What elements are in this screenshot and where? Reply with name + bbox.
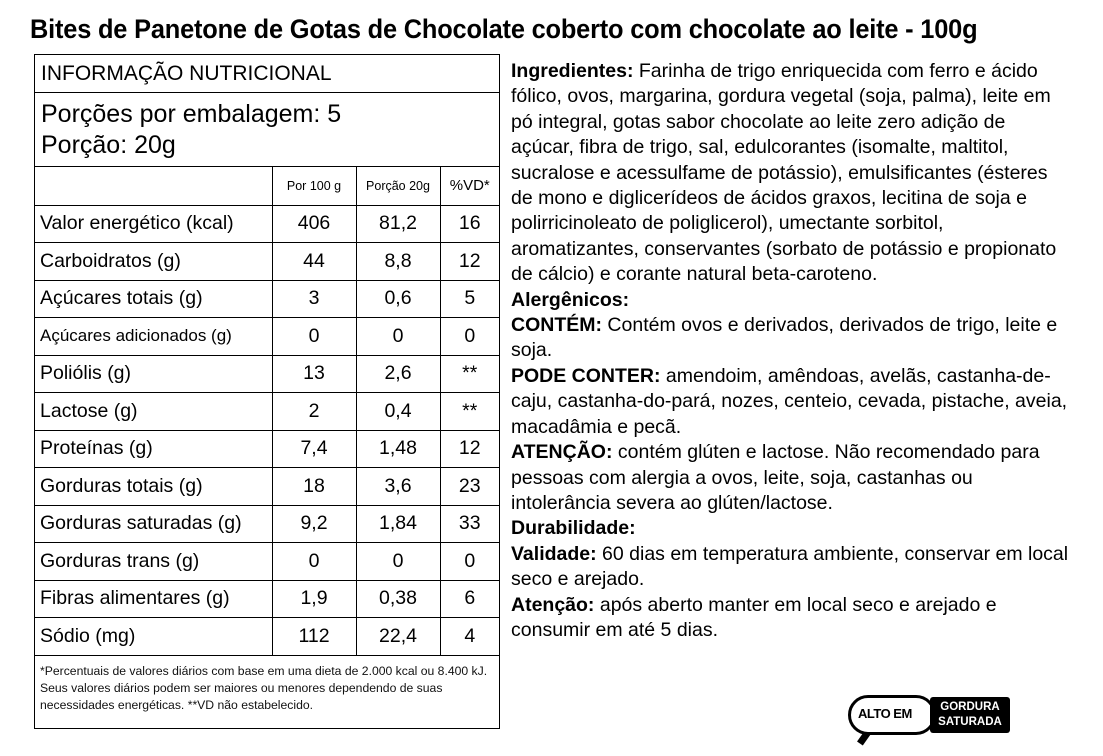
portions-block [35,93,499,167]
column-header-blank [35,167,272,205]
value-portion: 8,8 [356,243,440,281]
attention-paragraph [511,440,1071,516]
nutrient-row [35,580,499,618]
value-vd: ** [440,355,499,393]
may-contain-paragraph [511,364,1071,440]
seal-line-2: SATURADA [938,716,1002,728]
value-per100: 2 [272,393,356,431]
nutrition-grid [35,167,499,656]
value-vd: 5 [440,280,499,318]
ingredients-panel [511,59,1071,643]
nutrient-row [35,505,499,543]
nutrient-row [35,243,499,281]
high-saturated-fat-seal [848,695,1014,737]
value-per100: 112 [272,618,356,656]
nutrient-label: Proteínas (g) [35,430,272,468]
allergens-heading [511,288,1071,313]
seal-badge [930,697,1010,733]
nutrient-label: Gorduras totais (g) [35,468,272,506]
value-per100: 18 [272,468,356,506]
portions-per-package: Porções por embalagem: 5 [41,100,342,128]
value-portion: 3,6 [356,468,440,506]
value-per100: 7,4 [272,430,356,468]
value-portion: 1,48 [356,430,440,468]
column-header-vd: %VD* [440,167,499,205]
value-vd: 23 [440,468,499,506]
portion-size: Porção: 20g [41,131,176,159]
validity-text: 60 dias em temperatura ambiente, conservar em local seco e arejado. [511,542,1069,591]
allergens-label: Alergênicos: [511,288,630,311]
column-header-row [35,167,499,205]
value-portion: 1,84 [356,505,440,543]
value-portion: 81,2 [356,205,440,243]
attention-text: contém glúten e lactose. Não recomendado para pessoas com alergia a ovos, leite, soja, castanhas ou intolerância severa ao glúten/lactose. [511,441,1040,514]
may-contain-label: PODE CONTER: [511,364,661,387]
ingredients-paragraph [511,59,1071,288]
nutrient-label: Gorduras saturadas (g) [35,505,272,543]
durability-label: Durabilidade: [511,517,636,540]
value-vd: 12 [440,243,499,281]
value-vd: 16 [440,205,499,243]
column-header-per100: Por 100 g [272,167,356,205]
value-vd: 6 [440,580,499,618]
nutrition-facts-table [34,54,500,729]
value-vd: 4 [440,618,499,656]
value-per100: 406 [272,205,356,243]
ingredients-text: Farinha de trigo enriquecida com ferro e ácido fólico, ovos, margarina, gordura vegetal (soja, palma), leite em pó integral, gotas sabor chocolate ao leite zero adição de açúcar, fibra de trigo, sal, edulcorantes (isomalte, maltitol, sucralose e acessulfame de potássio), emulsificantes (ésteres de mono e diglicerídeos de ácidos graxos, lecitina de soja e polirricinoleato de poliglicerol), umectante sorbitol, aromatizantes, conservantes (sorbato de potássio e propionato de cálcio) e corante natural beta-caroteno. [511,60,1057,286]
attention2-label: Atenção: [511,593,595,616]
value-portion: 22,4 [356,618,440,656]
value-per100: 3 [272,280,356,318]
contains-label: CONTÉM: [511,314,602,337]
nutrient-label: Lactose (g) [35,393,272,431]
nutrient-label: Fibras alimentares (g) [35,580,272,618]
nutrient-row [35,618,499,656]
attention2-paragraph [511,593,1046,644]
value-portion: 2,6 [356,355,440,393]
value-per100: 1,9 [272,580,356,618]
column-header-portion: Porção 20g [356,167,440,205]
attention-label: ATENÇÃO: [511,441,613,464]
nutrient-label: Carboidratos (g) [35,243,272,281]
validity-paragraph [511,542,1071,593]
nutrient-label: Poliólis (g) [35,355,272,393]
value-per100: 44 [272,243,356,281]
value-vd: ** [440,393,499,431]
nutrient-row [35,468,499,506]
nutrient-row [35,205,499,243]
value-per100: 0 [272,543,356,581]
validity-label: Validade: [511,542,597,565]
nutrient-label: Valor energético (kcal) [35,205,272,243]
value-per100: 13 [272,355,356,393]
contains-paragraph [511,313,1071,364]
nutrient-label: Gorduras trans (g) [35,543,272,581]
durability-heading [511,516,1071,541]
value-portion: 0 [356,318,440,356]
nutrition-footnote: *Percentuais de valores diários com base em uma dieta de 2.000 kcal ou 8.400 kJ. Seus valores diários podem ser maiores ou menores dependendo de suas necessidades energéticas. **VD não estabelecido. [40,663,488,712]
attention2-text: após aberto manter em local seco e arejado e consumir em até 5 dias. [511,593,997,641]
value-portion: 0,38 [356,580,440,618]
nutrition-header: INFORMAÇÃO NUTRICIONAL [35,55,499,93]
nutrient-row [35,280,499,318]
nutrient-label: Açúcares totais (g) [35,280,272,318]
contains-text: Contém ovos e derivados, derivados de trigo, leite e soja. [511,314,1058,362]
nutrient-label: Sódio (mg) [35,618,272,656]
value-portion: 0,6 [356,280,440,318]
value-portion: 0,4 [356,393,440,431]
may-contain-text: amendoim, amêndoas, avelãs, castanha-de-caju, castanha-do-pará, nozes, centeio, cevada, pistache, aveia, macadâmia e pecã. [511,364,1068,438]
nutrient-row [35,430,499,468]
seal-alto-em: ALTO EM [858,706,912,721]
seal-line-1: GORDURA [940,701,1000,713]
value-vd: 0 [440,318,499,356]
value-vd: 0 [440,543,499,581]
value-portion: 0 [356,543,440,581]
value-per100: 9,2 [272,505,356,543]
value-vd: 33 [440,505,499,543]
ingredients-label: Ingredientes: [511,60,634,82]
nutrient-row [35,543,499,581]
value-per100: 0 [272,318,356,356]
nutrient-row [35,318,499,356]
nutrient-row [35,355,499,393]
nutrient-row [35,393,499,431]
nutrient-label: Açúcares adicionados (g) [35,318,272,356]
value-vd: 12 [440,430,499,468]
product-title: Bites de Panetone de Gotas de Chocolate coberto com chocolate ao leite - 100g [30,14,978,44]
